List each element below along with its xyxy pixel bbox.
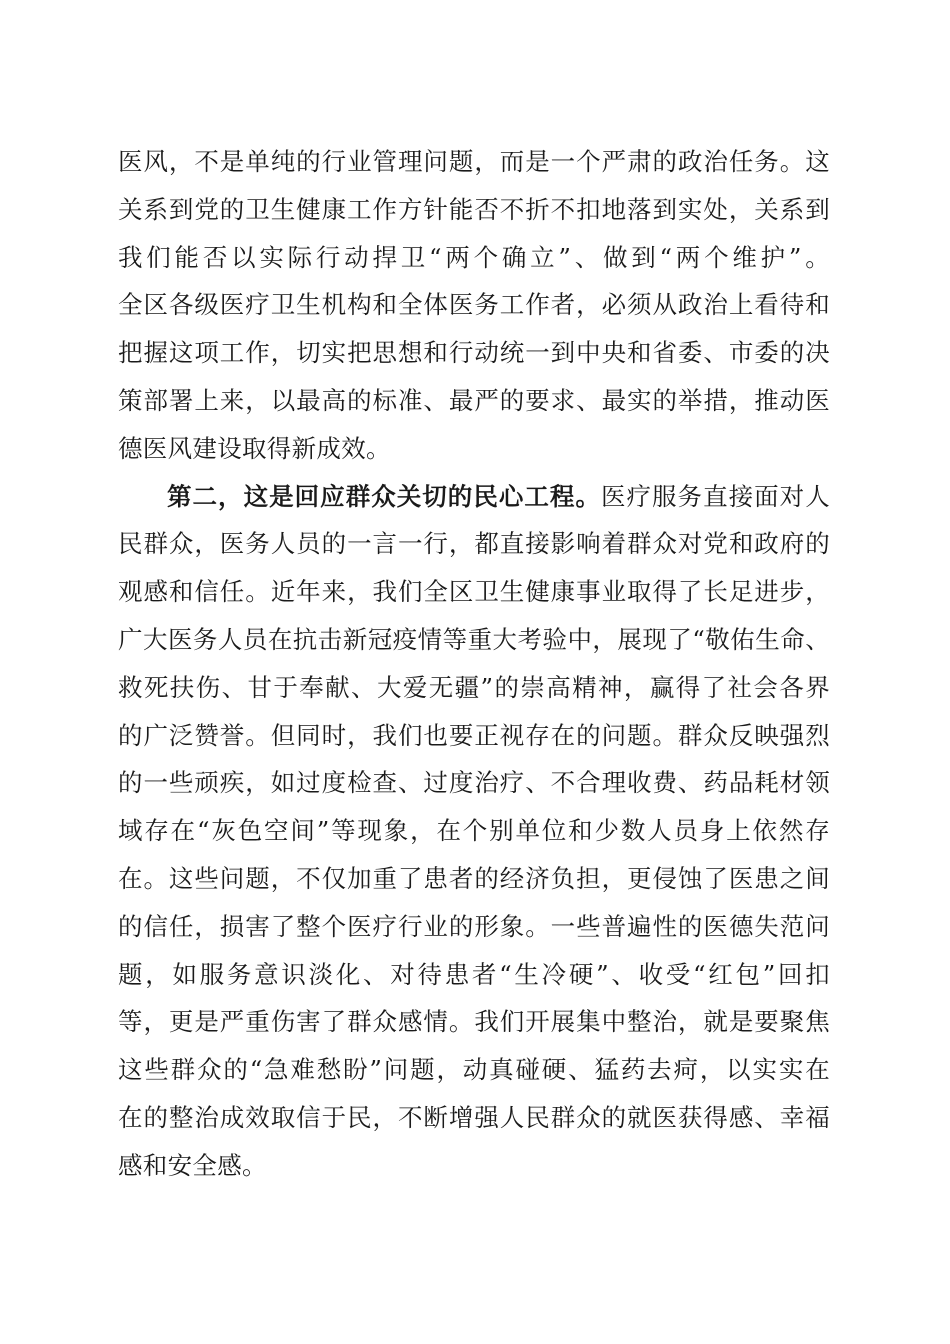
text-line: 在。这些问题，不仅加重了患者的经济负担，更侵蚀了医患之间 (118, 863, 830, 893)
text-line: 题，如服务意识淡化、对待患者“生冷硬”、收受“红包”回扣 (118, 959, 830, 989)
text-line: 民群众，医务人员的一言一行，都直接影响着群众对党和政府的 (118, 529, 830, 559)
text-line: 全区各级医疗卫生机构和全体医务工作者，必须从政治上看待和 (118, 290, 830, 320)
text-line: 域存在“灰色空间”等现象，在个别单位和少数人员身上依然存 (118, 816, 830, 846)
text-line: 把握这项工作，切实把思想和行动统一到中央和省委、市委的决 (118, 338, 830, 368)
paragraph-lead-line (118, 473, 830, 521)
text-line: 的广泛赞誉。但同时，我们也要正视存在的问题。群众反映强烈 (118, 720, 830, 750)
text-line: 观感和信任。近年来，我们全区卫生健康事业取得了长足进步， (118, 577, 830, 607)
text-line: 德医风建设取得新成效。 (118, 433, 391, 463)
section-heading: 第二，这是回应群众关切的民心工程。 (167, 481, 601, 511)
text-line: 的一些顽疾，如过度检查、过度治疗、不合理收费、药品耗材领 (118, 768, 830, 798)
text-line: 救死扶伤、甘于奉献、大爱无疆”的崇高精神，赢得了社会各界 (118, 672, 831, 702)
text-line: 关系到党的卫生健康工作方针能否不折不扣地落到实处，关系到 (118, 194, 830, 224)
text-line: 感和安全感。 (118, 1150, 267, 1180)
text-line: 的信任，损害了整个医疗行业的形象。一些普遍性的医德失范问 (118, 911, 830, 941)
text-line: 医风，不是单纯的行业管理问题，而是一个严肃的政治任务。这 (118, 147, 830, 176)
lead-text: 医疗服务直接面对人 (600, 481, 830, 511)
text-line: 广大医务人员在抗击新冠疫情等重大考验中，展现了“敬佑生命、 (118, 624, 830, 654)
paragraph-second-point (118, 473, 830, 1190)
text-line: 这些群众的“急难愁盼”问题，动真碰硬、猛药去疴，以实实在 (118, 1055, 830, 1085)
text-line: 我们能否以实际行动捍卫“两个确立”、做到“两个维护”。 (118, 242, 830, 272)
paragraph-political-task (118, 138, 830, 473)
text-line: 策部署上来，以最高的标准、最严的要求、最实的举措，推动医 (118, 385, 830, 415)
text-line: 在的整治成效取信于民，不断增强人民群众的就医获得感、幸福 (118, 1102, 830, 1132)
text-line: 等，更是严重伤害了群众感情。我们开展集中整治，就是要聚焦 (118, 1007, 830, 1037)
document-body (118, 138, 830, 1190)
